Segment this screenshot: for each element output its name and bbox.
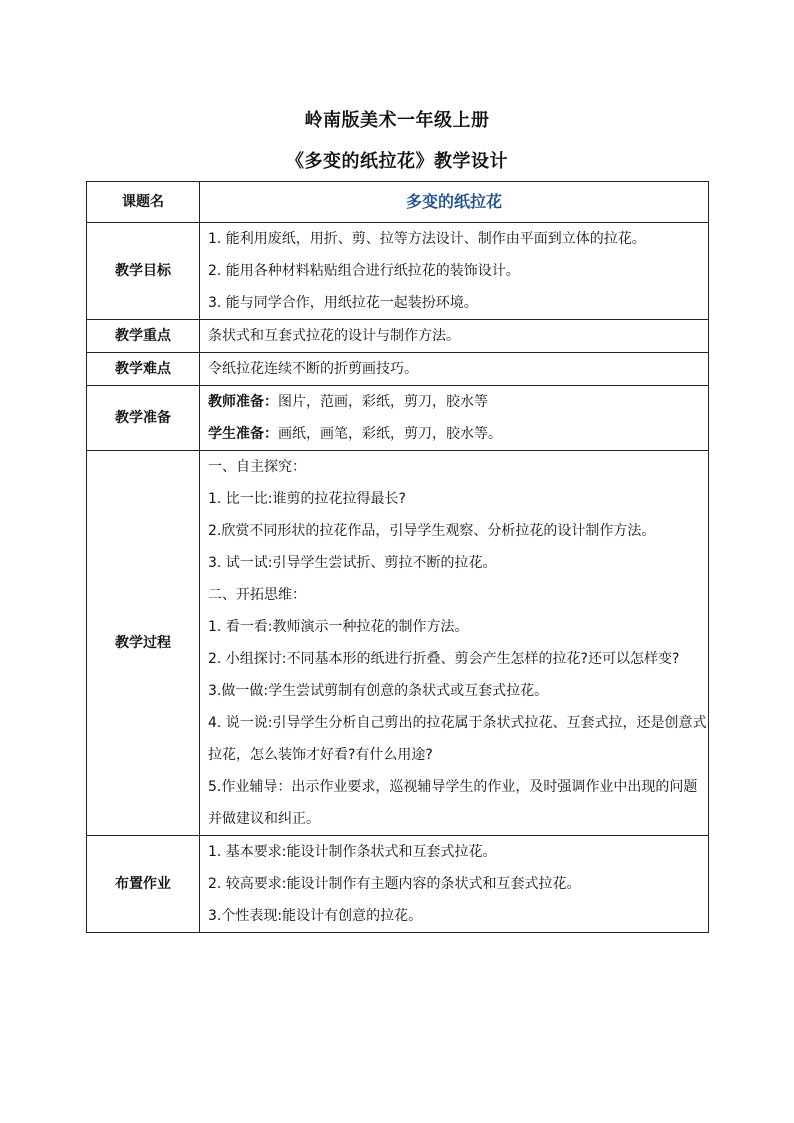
row-topic [87, 182, 709, 223]
process-line: 3. 试一试:引导学生尝试折、剪拉不断的拉花。 [208, 555, 497, 571]
goal-item: 1. 能利用废纸，用折、剪、拉等方法设计、制作由平面到立体的拉花。 [208, 231, 646, 247]
process-line: 1. 比一比:谁剪的拉花拉得最长? [208, 491, 406, 507]
process-line: 5.作业辅导：出示作业要求，巡视辅导学生的作业，及时强调作业中出现的问题并做建议和纠正。 [208, 779, 698, 827]
process-line: 二、开拓思维： [208, 587, 306, 603]
lesson-plan-table [86, 181, 709, 933]
label-focus: 教学重点 [87, 320, 200, 353]
label-goals: 教学目标 [87, 223, 200, 320]
value-difficulty: 令纸拉花连续不断的折剪画技巧。 [200, 353, 709, 386]
label-topic: 课题名 [87, 182, 200, 223]
label-homework: 布置作业 [87, 836, 200, 933]
teacher-prep-value: 图片，范画，彩纸，剪刀，胶水等 [278, 394, 488, 410]
row-goals [87, 223, 709, 320]
process-line: 4. 说一说:引导学生分析自己剪出的拉花属于条状式拉花、互套式拉，还是创意式拉花，怎么装饰才好看?有什么用途? [208, 715, 707, 763]
value-process [200, 451, 709, 836]
value-prep [200, 386, 709, 451]
homework-item: 2. 较高要求:能设计制作有主题内容的条状式和互套式拉花。 [208, 876, 581, 892]
value-topic: 多变的纸拉花 [200, 182, 709, 223]
row-process [87, 451, 709, 836]
process-line: 2.欣赏不同形状的拉花作品，引导学生观察、分析拉花的设计制作方法。 [208, 523, 656, 539]
goal-item: 3. 能与同学合作，用纸拉花一起装扮环境。 [208, 295, 478, 311]
process-line: 1. 看一看:教师演示一种拉花的制作方法。 [208, 619, 469, 635]
process-line: 一、自主探究： [208, 459, 306, 475]
document-title: 岭南版美术一年级上册 [304, 110, 490, 131]
homework-item: 1. 基本要求:能设计制作条状式和互套式拉花。 [208, 844, 497, 860]
document-subtitle: 《多变的纸拉花》教学设计 [286, 151, 508, 172]
label-prep: 教学准备 [87, 386, 200, 451]
homework-item: 3.个性表现:能设计有创意的拉花。 [208, 908, 423, 924]
value-homework [200, 836, 709, 933]
teacher-prep [208, 386, 708, 418]
row-homework [87, 836, 709, 933]
row-prep [87, 386, 709, 451]
label-difficulty: 教学难点 [87, 353, 200, 386]
label-process: 教学过程 [87, 451, 200, 836]
value-focus: 条状式和互套式拉花的设计与制作方法。 [200, 320, 709, 353]
value-goals [200, 223, 709, 320]
student-prep-value: 画纸，画笔，彩纸，剪刀，胶水等。 [278, 426, 502, 442]
student-prep-key: 学生准备： [208, 426, 278, 442]
goal-item: 2. 能用各种材料粘贴组合进行纸拉花的装饰设计。 [208, 263, 520, 279]
process-line: 2. 小组探讨:不同基本形的纸进行折叠、剪会产生怎样的拉花?还可以怎样变? [208, 651, 680, 667]
row-difficulty [87, 353, 709, 386]
student-prep [208, 418, 708, 450]
process-line: 3.做一做:学生尝试剪制有创意的条状式或互套式拉花。 [208, 683, 549, 699]
teacher-prep-key: 教师准备： [208, 394, 278, 410]
row-focus [87, 320, 709, 353]
